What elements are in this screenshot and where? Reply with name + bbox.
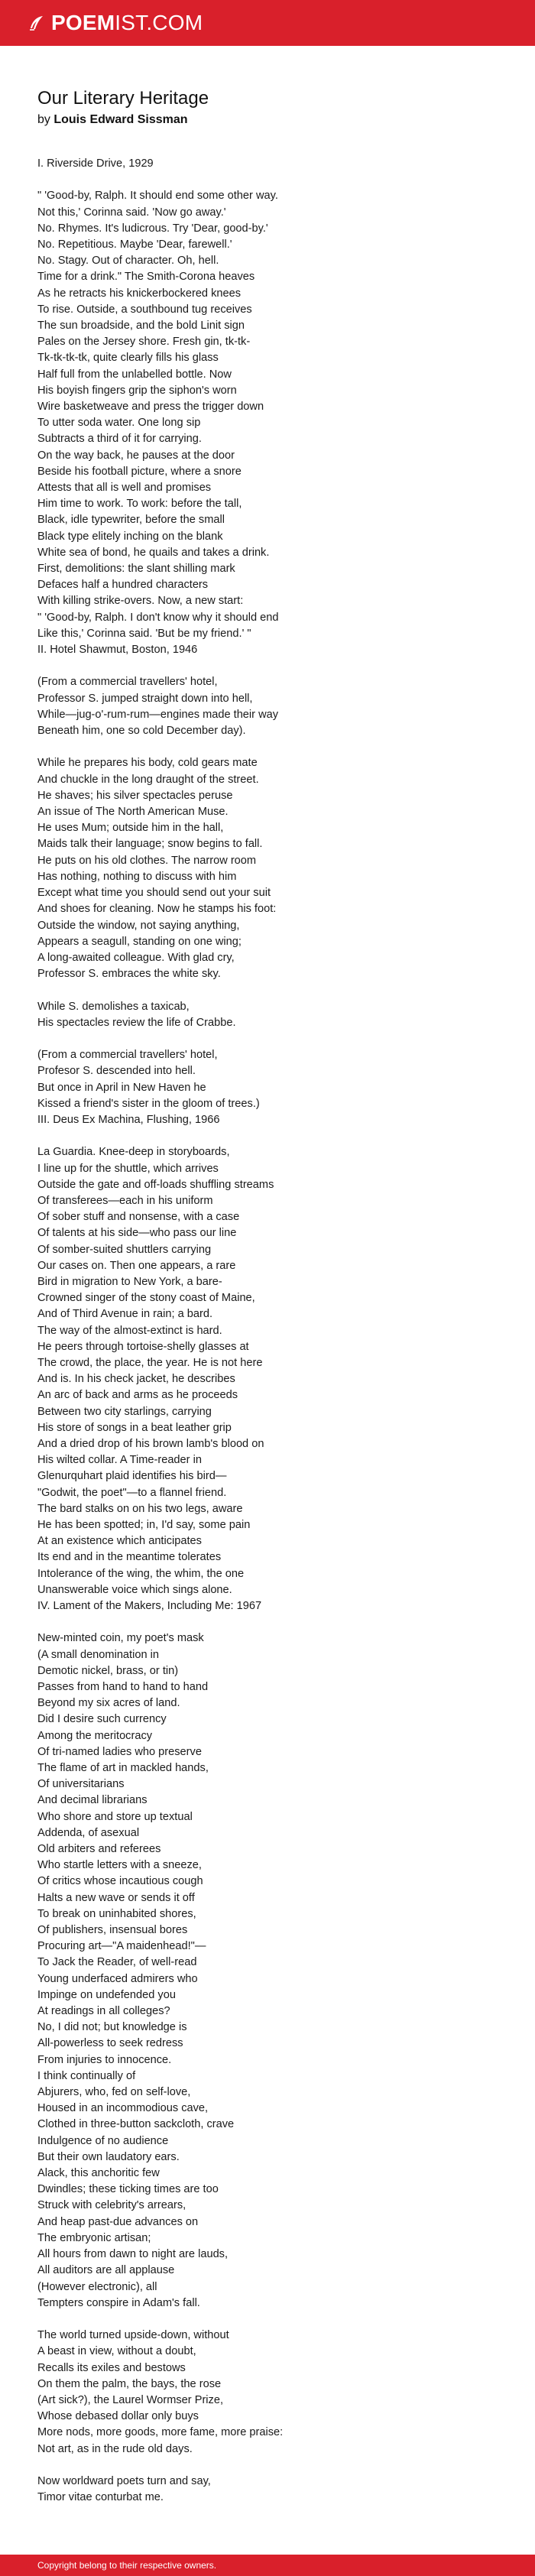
poem-line: While he prepares his body, cold gears mate [37, 757, 258, 770]
poem-line: Impinge on undefended you [37, 1988, 176, 2001]
poem-line: Now worldward poets turn and say, [37, 2474, 211, 2487]
poem-line: But their own laudatory ears. [37, 2150, 180, 2163]
poem-line: Of transferees—each in his uniform [37, 1194, 213, 1207]
poem-line: On the way back, he pauses at the door [37, 449, 235, 462]
poem-line: Beneath him, one so cold December day). [37, 725, 246, 738]
poem-line: Demotic nickel, brass, or tin) [37, 1664, 179, 1677]
site-header [0, 0, 535, 46]
poem-line: His boyish fingers grip the siphon's worn [37, 384, 237, 397]
poem-line: Alack, this anchoritic few [37, 2167, 160, 2180]
poem-stanza [37, 674, 511, 739]
poem-line: The embryonic artisan; [37, 2231, 151, 2244]
poem-line: Appears a seagull, standing on one wing; [37, 935, 242, 948]
by-label: by [37, 113, 50, 126]
poem-line: Profesor S. descended into hell. [37, 1065, 196, 1078]
poem-line: All-powerless to seek redress [37, 2037, 183, 2050]
poem-stanza [37, 2328, 511, 2458]
poem-line: His wilted collar. A Time-reader in [37, 1454, 202, 1467]
poem-line: Young underfaced admirers who [37, 1972, 198, 1985]
poem-line: Black type elitely inching on the blank [37, 530, 223, 543]
poem-line: On them the palm, the bays, the rose [37, 2377, 222, 2390]
poem-stanza [37, 2474, 511, 2506]
poem-line: Timor vitae conturbat me. [37, 2491, 164, 2504]
poem-line: Beyond my six acres of land. [37, 1697, 180, 1710]
poem-line: Not art, as in the rude old days. [37, 2442, 193, 2455]
poem-line: (Art sick?), the Laurel Wormser Prize, [37, 2393, 224, 2406]
poem-line: While S. demolishes a taxicab, [37, 1000, 190, 1013]
poem-line: No. Repetitious. Maybe 'Dear, farewell.' [37, 238, 232, 251]
poem-line: Of universitarians [37, 1778, 125, 1791]
byline [37, 112, 511, 128]
poem-line: " 'Good-by, Ralph. I don't know why it should end [37, 611, 279, 624]
poem-line: La Guardia. Knee-deep in storyboards, [37, 1146, 230, 1159]
poem-line: Him time to work. To work: before the tall, [37, 498, 242, 511]
poem-line: Between two city starlings, carrying [37, 1405, 212, 1418]
poem-line: His spectacles review the life of Crabbe. [37, 1016, 236, 1029]
brand-name-bold: POEM [51, 11, 115, 34]
poem-line: All auditors are all applause [37, 2264, 175, 2277]
poem-line: As he retracts his knickerbockered knees [37, 287, 242, 300]
poem-line: Like this,' Corinna said. 'But be my friend.' " [37, 627, 251, 640]
poem-line: He has been spotted; in, I'd say, some pain [37, 1518, 251, 1531]
poem-line: " 'Good-by, Ralph. It should end some other way. [37, 190, 278, 203]
poem-line: And shoes for cleaning. Now he stamps his foot: [37, 903, 277, 916]
poem-line: At readings in all colleges? [37, 2005, 170, 2018]
poem-line: Of talents at his side—who pass our line [37, 1227, 237, 1240]
poem-line: I. Riverside Drive, 1929 [37, 157, 154, 170]
poem-line: II. Hotel Shawmut, Boston, 1946 [37, 644, 198, 657]
poem-line: Subtracts a third of it for carrying. [37, 433, 202, 446]
poem-line: Beside his football picture, where a snore [37, 465, 242, 478]
poem-line: IV. Lament of the Makers, Including Me: 1967 [37, 1599, 262, 1612]
poem-line: From injuries to innocence. [37, 2053, 172, 2066]
poem-line: I think continually of [37, 2069, 136, 2082]
poem-line: (However electronic), all [37, 2280, 157, 2293]
poem-line: Black, idle typewriter, before the small [37, 514, 225, 527]
poem-line: Tk-tk-tk-tk, quite clearly fills his glass [37, 352, 219, 365]
poem-line: The bard stalks on on his two legs, aware [37, 1502, 243, 1515]
poem-line: The sun broadside, and the bold Linit sign [37, 320, 245, 333]
poem-line: Indulgence of no audience [37, 2134, 169, 2147]
poem-line: First, demolitions: the slant shilling mark [37, 563, 235, 576]
poem-line: More nods, more goods, more fame, more praise: [37, 2426, 284, 2439]
poem-line: Who startle letters with a sneeze, [37, 1859, 202, 1872]
poem-line: III. Deus Ex Machina, Flushing, 1966 [37, 1113, 220, 1126]
poem-line: Outside the gate and off-loads shuffling streams [37, 1178, 274, 1191]
poem-stanza [37, 755, 511, 982]
poem-line: Kissed a friend's sister in the gloom of trees.) [37, 1097, 260, 1110]
poem-line: Dwindles; these ticking times are too [37, 2183, 219, 2196]
poem-line: Maids talk their language; snow begins to fall. [37, 838, 263, 851]
poem-line: Its end and in the meantime tolerates [37, 1551, 222, 1564]
poem-body [37, 156, 511, 2506]
poem-line: No. Rhymes. It's ludicrous. Try 'Dear, good-by.' [37, 222, 268, 235]
poem-line: Has nothing, nothing to discuss with him [37, 870, 237, 883]
poem-line: He peers through tortoise-shelly glasses at [37, 1340, 249, 1353]
poem-title: Our Literary Heritage [37, 88, 209, 109]
poem-line: Halts a new wave or sends it off [37, 1891, 195, 1904]
poem-line: Of tri-named ladies who preserve [37, 1745, 202, 1758]
poem-content [37, 87, 511, 2522]
poem-line: Not this,' Corinna said. 'Now go away.' [37, 206, 226, 219]
poem-line: (From a commercial travellers' hotel, [37, 676, 218, 689]
poem-line: He uses Mum; outside him in the hall, [37, 822, 224, 835]
poem-line: Tempters conspire in Adam's fall. [37, 2296, 200, 2309]
brand-name-light: IST.COM [115, 11, 203, 34]
poem-line: Except what time you should send out your suit [37, 887, 271, 900]
site-logo-link[interactable] [28, 11, 203, 35]
poem-line: Addenda, of asexual [37, 1826, 140, 1839]
poem-line: "Godwit, the poet"—to a flannel friend. [37, 1486, 227, 1499]
poem-line: Defaces half a hundred characters [37, 579, 209, 592]
poem-line: To break on uninhabited shores, [37, 1907, 196, 1920]
poem-line: Who shore and store up textual [37, 1810, 193, 1823]
poem-stanza [37, 1047, 511, 1128]
author-link[interactable]: Louis Edward Sissman [54, 113, 188, 126]
poem-line: The flame of art in mackled hands, [37, 1762, 209, 1774]
poem-line: All hours from dawn to night are lauds, [37, 2248, 229, 2261]
poem-line: He puts on his old clothes. The narrow room [37, 854, 257, 867]
poem-line: Professor S. jumped straight down into hell, [37, 692, 253, 705]
poem-line: Crowned singer of the stony coast of Maine, [37, 1292, 255, 1305]
poem-line: Of publishers, insensual bores [37, 1924, 188, 1937]
poem-line: Abjurers, who, fed on self-love, [37, 2086, 191, 2099]
poem-line: No. Stagy. Out of character. Oh, hell. [37, 255, 219, 268]
poem-line: A long-awaited colleague. With glad cry, [37, 951, 235, 964]
poem-line: His store of songs in a beat leather grip [37, 1421, 232, 1434]
poem-line: New-minted coin, my poet's mask [37, 1632, 204, 1645]
poem-line: Pales on the Jersey shore. Fresh gin, tk-tk- [37, 336, 251, 349]
poem-stanza [37, 156, 511, 172]
poem-line: Among the meritocracy [37, 1729, 153, 1742]
poem-line: But once in April in New Haven he [37, 1081, 206, 1094]
poem-stanza [37, 1144, 511, 1614]
poem-line: And heap past-due advances on [37, 2215, 199, 2228]
poem-line: The crowd, the place, the year. He is not here [37, 1356, 263, 1369]
poem-line: The world turned upside-down, without [37, 2329, 229, 2342]
poem-line: Time for a drink." The Smith-Corona heaves [37, 271, 255, 284]
poem-line: Old arbiters and referees [37, 1843, 161, 1856]
poem-line: Of somber-suited shuttlers carrying [37, 1243, 212, 1256]
poem-line: A beast in view, without a doubt, [37, 2345, 196, 2358]
poem-line: Of sober stuff and nonsense, with a case [37, 1211, 240, 1224]
poem-line: Passes from hand to hand to hand [37, 1680, 209, 1693]
poem-line: Bird in migration to New York, a bare- [37, 1275, 222, 1288]
poem-stanza [37, 188, 511, 658]
poem-line: At an existence which anticipates [37, 1535, 202, 1548]
poem-line: Unanswerable voice which sings alone. [37, 1583, 232, 1596]
poem-line: Half full from the unlabelled bottle. Now [37, 368, 232, 381]
quill-icon [28, 15, 44, 31]
poem-stanza [37, 1630, 511, 2312]
poem-line: White sea of bond, he quails and takes a drink. [37, 546, 270, 559]
poem-line: With killing strike-overs. Now, a new start: [37, 595, 244, 608]
poem-line: While—jug-o'-rum-rum—engines made their way [37, 708, 279, 721]
poem-line: Of critics whose incautious cough [37, 1875, 203, 1888]
poem-line: Recalls its exiles and bestows [37, 2361, 186, 2374]
poem-line: And of Third Avenue in rain; a bard. [37, 1308, 213, 1321]
poem-line: Professor S. embraces the white sky. [37, 968, 221, 981]
poem-line: Wire basketweave and press the trigger down [37, 401, 264, 414]
poem-line: Struck with celebrity's arrears, [37, 2199, 186, 2212]
poem-line: To rise. Outside, a southbound tug receives [37, 303, 252, 316]
copyright-text: Copyright belong to their respective owners. [37, 2560, 217, 2571]
poem-line: Did I desire such currency [37, 1713, 167, 1726]
poem-line: The way of the almost-extinct is hard. [37, 1324, 222, 1337]
poem-line: Clothed in three-button sackcloth, crave [37, 2118, 235, 2131]
poem-line: Housed in an incommodious cave, [37, 2102, 209, 2115]
poem-line: Our cases on. Then one appears, a rare [37, 1259, 236, 1272]
site-footer [0, 2555, 535, 2576]
poem-line: Whose debased dollar only buys [37, 2410, 199, 2423]
poem-line: He shaves; his silver spectacles peruse [37, 789, 233, 802]
poem-line: (From a commercial travellers' hotel, [37, 1049, 218, 1062]
poem-line: And a dried drop of his brown lamb's blood on [37, 1437, 264, 1450]
poem-line: To Jack the Reader, of well-read [37, 1956, 197, 1969]
poem-line: And chuckle in the long draught of the street. [37, 773, 259, 786]
poem-stanza [37, 999, 511, 1031]
poem-line: Glenurquhart plaid identifies his bird— [37, 1470, 227, 1483]
poem-line: To utter soda water. One long sip [37, 417, 201, 430]
poem-line: An arc of back and arms as he proceeds [37, 1389, 238, 1402]
poem-line: Outside the window, not saying anything, [37, 919, 240, 932]
poem-line: And decimal librarians [37, 1794, 148, 1807]
poem-line: Procuring art—"A maidenhead!"— [37, 1940, 206, 1953]
poem-line: Intolerance of the wing, the whim, the one [37, 1567, 245, 1580]
poem-line: And is. In his check jacket, he describes [37, 1373, 235, 1386]
poem-line: An issue of The North American Muse. [37, 806, 229, 819]
poem-line: I line up for the shuttle, which arrives [37, 1162, 219, 1175]
poem-line: No, I did not; but knowledge is [37, 2021, 187, 2034]
poem-line: Attests that all is well and promises [37, 482, 212, 495]
poem-line: (A small denomination in [37, 1648, 159, 1661]
